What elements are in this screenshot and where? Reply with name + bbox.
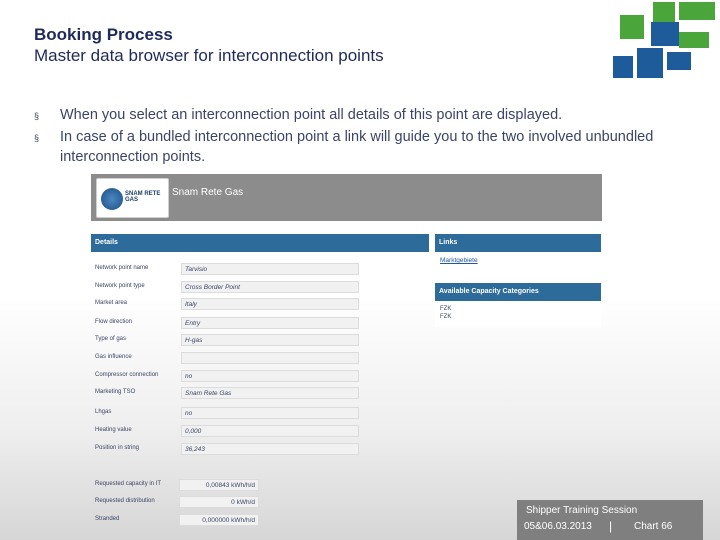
field-label: Marketing TSO	[95, 389, 136, 395]
field-label: Flow direction	[95, 319, 133, 325]
field-value: no	[181, 370, 359, 382]
field-value	[181, 352, 359, 364]
field-position-in-string	[95, 443, 360, 456]
slide-title: Booking Process	[34, 25, 173, 44]
capacity-value: 0 kWh/d	[179, 496, 259, 508]
field-gas-influence	[95, 352, 360, 365]
capacity-row	[95, 514, 265, 527]
field-label: Gas influence	[95, 354, 132, 360]
field-value: H-gas	[181, 334, 359, 346]
bullet-marker: §	[34, 133, 40, 143]
bullet-marker: §	[34, 111, 40, 121]
field-market-area	[95, 298, 360, 311]
capacity-row	[95, 496, 265, 509]
app-header-title: Snam Rete Gas	[172, 187, 244, 198]
capacity-category-item: FZK	[440, 314, 452, 320]
field-network-point-type	[95, 281, 360, 294]
footer-separator: |	[609, 519, 613, 533]
footer-date: 05&06.03.2013	[524, 521, 592, 532]
field-heating-value	[95, 425, 360, 438]
bullet-item	[34, 127, 674, 167]
field-network-point-name	[95, 263, 360, 276]
capacity-label: Requested distribution	[95, 498, 155, 504]
capacity-categories-panel	[435, 301, 601, 327]
field-label: Heating value	[95, 427, 132, 433]
field-lhgas	[95, 407, 360, 420]
bullet-text: In case of a bundled interconnection point a link will guide you to the two involved unbundled interconnection points.	[60, 129, 654, 165]
slide-title-block	[34, 25, 384, 67]
snam-seal-icon	[101, 188, 123, 210]
market-area-link[interactable]: Marktgebiete	[440, 257, 478, 264]
field-label: Type of gas	[95, 336, 127, 342]
capacity-label: Stranded	[95, 516, 120, 522]
app-logo[interactable]	[96, 178, 169, 218]
field-label: Position in string	[95, 445, 140, 451]
footer-session: Shipper Training Session	[526, 505, 638, 516]
field-value: no	[181, 407, 359, 419]
field-label: Market area	[95, 300, 128, 306]
app-header	[91, 174, 602, 221]
capacity-value: 0,000000 kWh/h/d	[179, 514, 259, 526]
field-value: Entry	[181, 317, 359, 329]
field-value: Snam Rete Gas	[181, 387, 359, 399]
field-value: 36,243	[181, 443, 359, 455]
app-logo-text: SNAM RETE GAS	[125, 191, 161, 203]
links-panel	[435, 252, 601, 278]
company-logo	[605, 0, 720, 82]
footer-chart-number: Chart 66	[634, 521, 673, 532]
footer-box	[517, 500, 703, 540]
field-label: Lhgas	[95, 409, 112, 415]
field-label: Network point type	[95, 283, 145, 289]
field-value: Tarvisio	[181, 263, 359, 275]
field-type-of-gas	[95, 334, 360, 347]
field-value: Cross Border Point	[181, 281, 359, 293]
slide-subtitle: Master data browser for interconnection points	[34, 46, 384, 65]
field-label: Network point name	[95, 265, 149, 271]
field-value: Italy	[181, 298, 359, 310]
field-label: Compressor connection	[95, 372, 159, 378]
capacity-label: Requested capacity in IT	[95, 481, 162, 487]
field-marketing-tso	[95, 387, 360, 400]
capacity-value: 0,00843 kWh/h/d	[179, 479, 259, 491]
bullet-text: When you select an interconnection point all details of this point are displayed.	[60, 107, 563, 123]
field-value: 0,000	[181, 425, 359, 437]
capacity-categories-header: Available Capacity Categories	[435, 283, 601, 301]
capacity-category-item: FZK	[440, 306, 452, 312]
links-panel-header: Links	[435, 234, 601, 252]
field-flow-direction	[95, 317, 360, 330]
capacity-row	[95, 479, 265, 492]
field-compressor-connection	[95, 370, 360, 383]
bullet-item	[34, 105, 674, 126]
details-panel-header: Details	[91, 234, 429, 252]
bullet-list	[34, 105, 674, 168]
